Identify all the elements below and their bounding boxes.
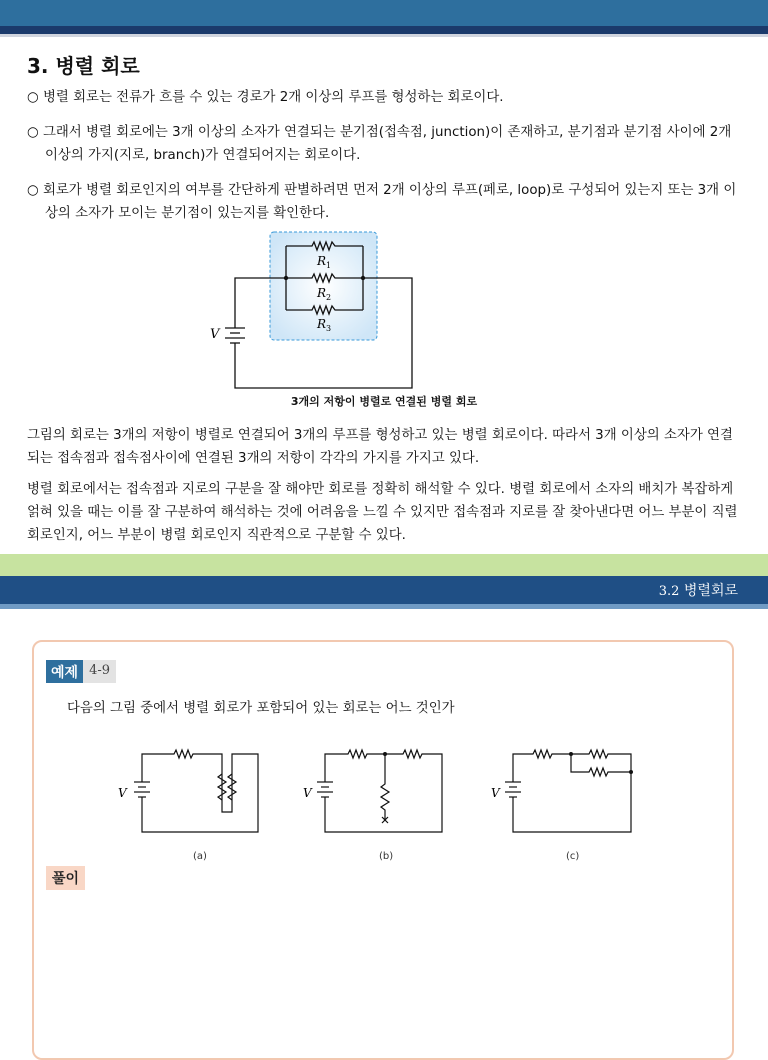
- footer-section-number: 3.2: [658, 584, 680, 599]
- bullet-2: ○ 그래서 병렬 회로에는 3개 이상의 소자가 연결되는 분기점(접속점, junction)이 존재하고, 분기점과 분기점 사이에 2개 이상의 가지(지로, branch)가 연결되어지는 회로이다.: [27, 125, 732, 163]
- footer-bar-stripe: [0, 604, 768, 609]
- parallel-circuit-figure: [200, 228, 420, 393]
- paragraph-1: 그림의 회로는 3개의 저항이 병렬로 연결되어 3개의 루프를 형성하고 있는 병렬 회로이다. 따라서 3개 이상의 소자가 연결되는 접속점과 접속점사이에 연결된 3개의 저항이 각각의 가지를 가지고 있다.: [27, 428, 733, 466]
- header-bar: [0, 0, 768, 26]
- r2-subscript: 2: [326, 293, 332, 302]
- header-bar-dark: [0, 26, 768, 34]
- figure-caption: 3개의 저항이 병렬로 연결된 병렬 회로: [290, 395, 478, 408]
- example-tag-label: 예제: [46, 660, 83, 683]
- footer-accent-bar: [0, 554, 768, 576]
- r3-label: R: [317, 317, 327, 331]
- circuit-c-voltage-label: V: [491, 786, 500, 800]
- example-tag: [46, 660, 116, 683]
- solution-label: 풀이: [46, 866, 85, 890]
- footer-section-title: 병렬회로: [683, 583, 738, 599]
- r3-subscript: 3: [326, 324, 332, 333]
- example-question: 다음의 그림 중에서 병렬 회로가 포함되어 있는 회로는 어느 것인가: [67, 701, 455, 716]
- circuit-b: [300, 744, 460, 839]
- voltage-label: V: [210, 327, 220, 342]
- section-title: 3. 병렬 회로: [27, 54, 140, 78]
- footer-section-label: [659, 580, 738, 600]
- circuit-a: [112, 744, 272, 839]
- r1-subscript: 1: [326, 261, 332, 270]
- header-divider: [0, 34, 768, 37]
- r1-label: R: [317, 254, 327, 268]
- paragraph-2: 병렬 회로에서는 접속점과 지로의 구분을 잘 해야만 회로를 정확히 해석할 수 있다. 병렬 회로에서 소자의 배치가 복잡하게 얽혀 있을 때는 이를 잘 구분하여 해석하는 것에 어려움을 느낄 수 있지만 접속점과 지로를 잘 찾아낸다면 어느 부분이 직렬 회로인지, 어느 부분이 병렬 회로인지 직관적으로 구분할 수 있다.: [27, 482, 738, 543]
- circuit-c: [485, 744, 645, 839]
- label-c: (c): [566, 851, 580, 862]
- footer-bar: [0, 576, 768, 604]
- circuit-a-voltage-label: V: [118, 786, 127, 800]
- r2-label: R: [317, 286, 327, 300]
- example-number: 4-9: [83, 660, 116, 683]
- bullet-1: ○ 병렬 회로는 전류가 흐를 수 있는 경로가 2개 이상의 루프를 형성하는 회로이다.: [27, 90, 504, 105]
- label-a: (a): [193, 851, 207, 862]
- bullet-3: ○ 회로가 병렬 회로인지의 여부를 간단하게 판별하려면 먼저 2개 이상의 루프(페로, loop)로 구성되어 있는지 또는 3개 이상의 소자가 모이는 분기점이 있는지를 확인한다.: [27, 183, 737, 221]
- circuit-b-voltage-label: V: [303, 786, 312, 800]
- label-b: (b): [379, 851, 394, 862]
